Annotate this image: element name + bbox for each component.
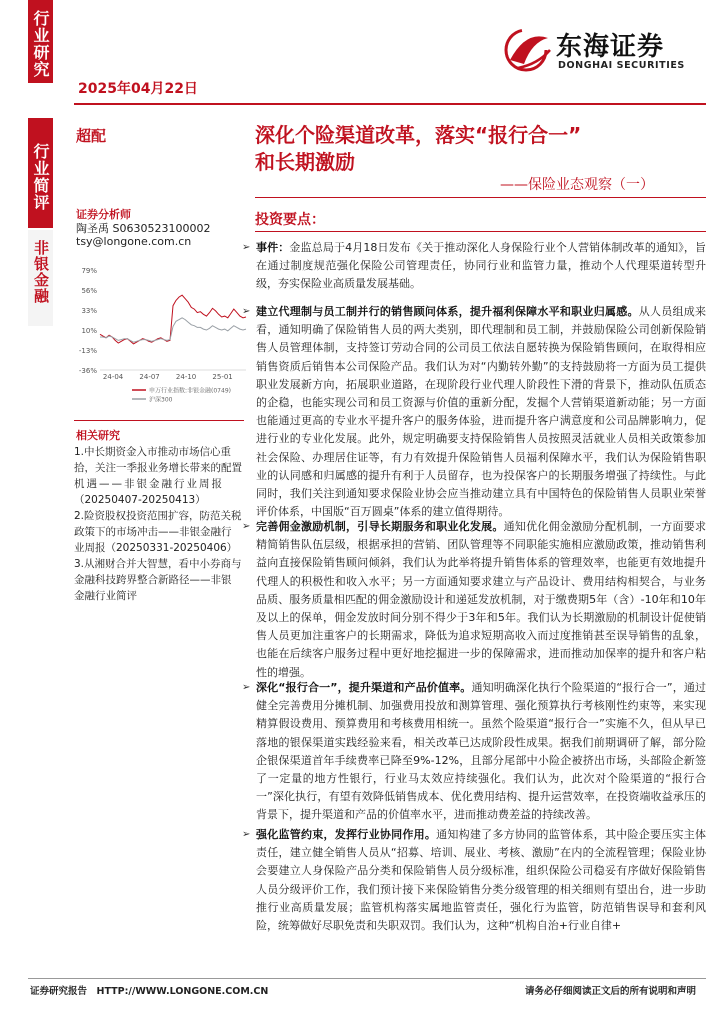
point-text: 通知构建了多方协同的监管体系，其中险企要压实主体责任，建立健全销售人员从“招募、培训、展业、考核、激励”在内的全流程管理；保险业协会要建立人身保险产品分类和保险销售人员分级标准，组织保险公司稳妥有序做好保险销售人员分级评价工作，我们预计接下来保险销售分类分级管理的相关细则有望出台，进一步助推行业高质量发展；监管机构落实属地监管责任，强化行为监管，防范销售误导和套利风险，统筹做好尽职免责和失职双罚。我们认为，这种“机构自治+行业自律+	[256, 828, 707, 933]
footer-divider	[28, 978, 706, 979]
points-divider	[255, 231, 706, 232]
logo-emblem-icon	[498, 20, 558, 78]
related-line[interactable]: 金融科技跨界整合新路径——非银	[74, 574, 232, 586]
sector-label: 非银金融	[32, 240, 50, 304]
point-bold: 建立代理制与员工制并行的销售顾问体系，提升福利保障水平和职业归属感。	[256, 305, 639, 318]
related-line[interactable]: 3.从湘财合并大智慧，看中小券商与	[74, 558, 242, 570]
report-title-line2: 和长期激励	[255, 150, 355, 174]
header-divider	[74, 103, 706, 105]
related-line[interactable]: 政策下的市场冲击——非银金融行	[74, 526, 232, 538]
point-event	[242, 239, 707, 294]
bullet-arrow-icon: ➢	[242, 306, 251, 317]
y-tick-label: 33%	[81, 307, 97, 315]
y-tick-label: -36%	[78, 367, 97, 375]
report-date: 2025年04月22日	[78, 81, 198, 97]
related-line[interactable]: 金融行业简评	[74, 590, 137, 602]
analyst-email: tsy@longone.com.cn	[76, 235, 192, 248]
legend-label: 沪深300	[149, 396, 173, 404]
point-text: 从人员组成来看，通知明确了保险销售人员的两大类别，即代理制和员工制，并鼓励保险公司创新保险销售人员管理体制，支持签订劳动合同的公司员工依法自愿转换为保险销售顾问，在取得相应销售资质后销售本公司保险产品。我们认为对“内勤转外勤”的支持鼓励将一方面为员工提供职业发展新方向，拓展职业道路，在现阶段行业代理人阶段性下滑的背景下，推动队伍质态的企稳，也能实现公司和员工资源与价值的重新分配，发掘个人营销渠道新动能；另一方面也能通过更高的专业水平提升客户的服务体验，进而提升客户满意度和公司品牌影响力，促进行业的专业化发展。此外，规定明确要支持保险销售人员按照灵活就业人员相关政策参加社会保险、办理居住证等，有力有效提升保险销售人员福利保障水平，我们认为保险销售职业的认同感和归属感的提升有利于人员留存，也为投保客户的长期服务增强了持续性。与此同时，我们关注到通知要求保险业协会应当推动建立具有中国特色的保险销售人员职业荣誉评价体系，中国版“百万圆桌”体系的建立值得期待。	[256, 305, 707, 519]
analyst-name: 陶圣禹 S0630523100002	[76, 222, 211, 235]
point-text: 金监总局于4月18日发布《关于推动深化人身保险行业个人营销体制改革的通知》，旨在通过制度规范强化保险公司管理责任，协同行业和监管力量，推动个人代理渠道转型升级，夯实保险业高质量发展基础。	[256, 241, 707, 291]
logo-cn: 东海证券	[556, 32, 665, 62]
point-baoxing	[242, 679, 706, 825]
related-heading: 相关研究	[76, 429, 120, 442]
x-tick-label: 25-01	[212, 373, 233, 381]
points-heading: 投资要点：	[255, 212, 325, 228]
point-text: 通知优化佣金激励分配机制，一方面要求精简销售队伍层级，根据承担的营销、团队管理等不同职能实施相应激励政策，推动销售利益向直接保险销售顾问倾斜，我们认为此举将提升销售体系的管理效率，也能更有效地提升代理人的积极性和收入水平；另一方面通知要求建立与产品设计、费用结构相契合，与业务品质、服务质量相匹配的佣金激励设计和递延发放机制，对于缴费期5年（含）-10年和10年及以上的保单，佣金发放时间分别不得少于3年和5年。我们认为长期激励的机制设计促使销售人员更加注重客户的长期需求，降低为追求短期高收入而过度推销甚至误导销售的乱象，也能在后续客户服务过程中更好地挖掘进一步的保障需求，进而推动加保率的提升和客户粘性的增强。	[256, 520, 706, 679]
bullet-arrow-icon: ➢	[242, 521, 251, 532]
related-line[interactable]: 2.险资股权投资范围扩容，防范关税	[74, 510, 242, 522]
point-supervision	[242, 826, 707, 935]
point-bold: 完善佣金激励机制，引导长期服务和职业化发展。	[256, 520, 504, 533]
related-line[interactable]: 拾，关注一季报业务增长带来的配置	[74, 462, 242, 474]
y-tick-label: 56%	[81, 287, 97, 295]
related-line[interactable]: 业周报（20250331-20250406）	[74, 542, 238, 554]
y-tick-label: 10%	[81, 327, 97, 335]
bullet-arrow-icon: ➢	[242, 829, 251, 840]
chart-divider	[74, 420, 244, 421]
legend-label: 申万行业指数:非银金融(0749)	[149, 387, 231, 395]
bullet-arrow-icon: ➢	[242, 242, 251, 253]
logo-en: DONGHAI SECURITIES	[558, 60, 685, 71]
y-tick-label: 79%	[81, 267, 97, 275]
report-subtitle: ——保险业态观察（一）	[500, 177, 654, 193]
point-commission	[242, 518, 706, 682]
x-tick-label: 24-07	[139, 373, 160, 381]
series-line	[100, 295, 246, 344]
y-tick-label: -13%	[78, 347, 97, 355]
related-line[interactable]: 机遇——非银金融行业周报	[74, 478, 224, 490]
point-agent-system	[242, 303, 707, 521]
related-line[interactable]: 1.中长期资金入市推动市场信心重	[74, 446, 232, 458]
rating: 超配	[76, 127, 107, 145]
point-bold: 强化监管约束，发挥行业协同作用。	[256, 828, 437, 841]
footer-right: 请务必仔细阅读正文后的所有说明和声明	[524, 986, 696, 997]
logo	[498, 20, 698, 82]
series-line	[100, 318, 246, 342]
category-tab: 行业研究	[28, 0, 53, 83]
related-list	[74, 444, 244, 604]
point-bold: 事件：	[256, 241, 290, 254]
bullet-arrow-icon: ➢	[242, 682, 251, 693]
title-divider	[255, 197, 706, 198]
related-line[interactable]: （20250407-20250413）	[74, 494, 206, 506]
report-type-tab: 行业简评	[28, 118, 53, 228]
analyst-heading: 证券分析师	[76, 208, 131, 221]
report-title-line1: 深化个险渠道改革，落实“报行合一”	[255, 123, 582, 147]
point-bold: 深化“报行合一”，提升渠道和产品价值率。	[256, 681, 472, 694]
footer-left[interactable]: 证券研究报告 HTTP://WWW.LONGONE.COM.CN	[30, 986, 269, 997]
sector-tab	[28, 230, 53, 326]
point-text: 通知明确深化执行个险渠道的“报行合一”，通过健全完善费用分摊机制、加强费用投放和测算管理、强化预算执行考核刚性约束等，来实现精算假设费用、预算费用和考核费用相统一。虽然个险渠道“报行合一”实施不久，但从早已落地的银保渠道实践经验来看，相关改革已达成阶段性成果。据我们前期调研了解，部分险企银保渠道首年手续费率已降至9%-12%，且部分尾部中小险企被挤出市场，头部险企新签了一定量的地方性银行，行业马太效应持续强化。我们认为，此次对个险渠道的“报行合一”深化执行，有望有效降低销售成本、优化费用结构、提升运营效率，在投资端收益承压的背景下，提升渠道和产品的价值率水平，进而推动费差益的持续改善。	[256, 681, 706, 822]
x-tick-label: 24-10	[175, 373, 197, 381]
x-tick-label: 24-04	[102, 373, 124, 381]
performance-chart	[74, 258, 254, 418]
